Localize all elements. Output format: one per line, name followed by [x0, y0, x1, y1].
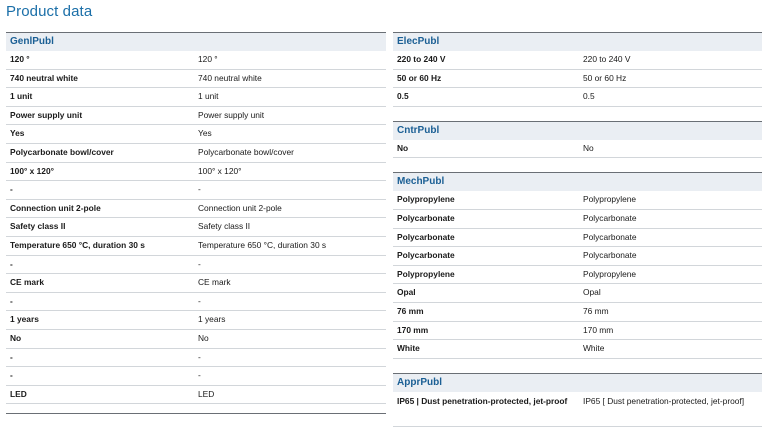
- table-row: [6, 88, 386, 107]
- spec-value: Connection unit 2-pole: [198, 202, 282, 213]
- spec-value: 740 neutral white: [198, 72, 262, 83]
- section-gap: [393, 359, 762, 373]
- spec-value: Polycarbonate: [583, 231, 637, 242]
- table-row: [393, 70, 762, 89]
- table-row: [6, 144, 386, 163]
- spec-value: Yes: [198, 128, 212, 139]
- table-row: [6, 70, 386, 89]
- section-gap: [393, 158, 762, 172]
- spec-key: Power supply unit: [10, 109, 83, 120]
- table-row: [6, 218, 386, 237]
- spec-value: 50 or 60 Hz: [583, 72, 627, 83]
- spec-value: Safety class II: [198, 221, 251, 232]
- table-row: [6, 125, 386, 144]
- table-row: [6, 274, 386, 293]
- spec-value: 220 to 240 V: [583, 54, 631, 64]
- table-row: [393, 392, 762, 427]
- table-row: [6, 256, 386, 275]
- page-title: Product data: [6, 3, 93, 20]
- spec-value: Polycarbonate: [583, 250, 637, 261]
- table-row: [393, 140, 762, 159]
- section-gap: [393, 107, 762, 121]
- spec-key: LED: [10, 388, 27, 399]
- spec-key: White: [397, 343, 420, 354]
- table-row: [6, 163, 386, 182]
- spec-key: 76 mm: [397, 305, 424, 316]
- spec-key: No: [397, 142, 409, 153]
- spec-key: Opal: [397, 287, 416, 298]
- electrical-section: [393, 32, 762, 121]
- table-row: [6, 237, 386, 256]
- approbation-section: [393, 373, 762, 427]
- table-row: [393, 88, 762, 107]
- controls-section: [393, 121, 762, 173]
- table-row: [393, 210, 762, 229]
- table-row: [6, 386, 386, 405]
- spec-value: -: [198, 370, 201, 381]
- right-column: [393, 32, 762, 427]
- spec-key: Safety class II: [10, 221, 66, 232]
- spec-value: 1 years: [198, 314, 226, 325]
- spec-key: 1 unit: [10, 91, 33, 102]
- spec-value: No: [583, 142, 594, 153]
- spec-key: 50 or 60 Hz: [397, 72, 442, 83]
- table-row: [6, 330, 386, 349]
- table-row: [6, 311, 386, 330]
- table-row: [6, 200, 386, 219]
- spec-value: IP65 [ Dust penetration-protected, jet-proof]: [583, 395, 745, 406]
- general-section: [6, 32, 386, 414]
- spec-key: -: [10, 184, 13, 195]
- table-row: [393, 322, 762, 341]
- table-row: [393, 229, 762, 248]
- spec-value: LED: [198, 388, 215, 399]
- spec-value: -: [198, 351, 201, 362]
- spec-key: No: [10, 332, 22, 343]
- table-row: [393, 51, 762, 70]
- spec-key: Connection unit 2-pole: [10, 202, 101, 213]
- section-header-general: GenlPubl: [6, 32, 386, 51]
- spec-value: 120 °: [198, 54, 218, 64]
- spec-value: -: [198, 184, 201, 195]
- table-row: [393, 340, 762, 359]
- spec-value: Polycarbonate bowl/cover: [198, 146, 294, 157]
- spec-key: Polycarbonate: [397, 231, 455, 242]
- spec-value: Polypropylene: [583, 194, 637, 205]
- table-row: [393, 266, 762, 285]
- spec-key: -: [10, 295, 13, 306]
- spec-key: 120 °: [10, 54, 30, 64]
- spec-key: -: [10, 370, 13, 381]
- spec-value: Polycarbonate: [583, 212, 637, 223]
- spec-value: 100° x 120°: [198, 165, 242, 176]
- section-header-approbation: ApprPubl: [393, 373, 762, 392]
- spec-key: 0.5: [397, 91, 409, 102]
- spec-key: 170 mm: [397, 324, 429, 335]
- section-header-mechanical: MechPubl: [393, 172, 762, 191]
- spec-key: Polycarbonate bowl/cover: [10, 146, 114, 157]
- spec-value: -: [198, 258, 201, 269]
- spec-value: Power supply unit: [198, 109, 265, 120]
- spec-key: CE mark: [10, 277, 44, 288]
- spec-key: 220 to 240 V: [397, 54, 446, 64]
- spec-value: White: [583, 343, 605, 354]
- section-header-controls: CntrPubl: [393, 121, 762, 140]
- table-row: [6, 51, 386, 70]
- spec-value: No: [198, 332, 209, 343]
- table-row: [6, 107, 386, 126]
- table-row: [6, 181, 386, 200]
- spec-key: Polycarbonate: [397, 212, 455, 223]
- spec-key: Polypropylene: [397, 194, 455, 205]
- spec-key: Polypropylene: [397, 268, 455, 279]
- table-row: [393, 303, 762, 322]
- spec-key: Polycarbonate: [397, 250, 455, 261]
- table-row: [6, 349, 386, 368]
- table-row: [6, 293, 386, 312]
- spec-value: CE mark: [198, 277, 231, 288]
- table-row: [393, 284, 762, 303]
- spec-table-general: [6, 51, 386, 414]
- spec-value: 170 mm: [583, 324, 614, 335]
- spec-value: -: [198, 295, 201, 306]
- spec-value: 76 mm: [583, 305, 609, 316]
- table-row: [6, 367, 386, 386]
- spec-key: Yes: [10, 128, 25, 139]
- spec-value: 1 unit: [198, 91, 219, 102]
- spec-value: Polypropylene: [583, 268, 637, 279]
- spec-value: Opal: [583, 287, 601, 298]
- section-divider: [6, 404, 386, 414]
- spec-key: IP65 | Dust penetration-protected, jet-proof: [397, 395, 568, 406]
- table-row: [393, 191, 762, 210]
- spec-key: -: [10, 258, 13, 269]
- spec-key: -: [10, 351, 13, 362]
- spec-key: 1 years: [10, 314, 39, 325]
- spec-key: 740 neutral white: [10, 72, 78, 83]
- spec-key: 100° x 120°: [10, 165, 54, 176]
- spec-value: Temperature 650 °C, duration 30 s: [198, 239, 327, 250]
- spec-key: Temperature 650 °C, duration 30 s: [10, 239, 145, 250]
- mechanical-section: [393, 172, 762, 372]
- table-row: [393, 247, 762, 266]
- section-header-electrical: ElecPubl: [393, 32, 762, 51]
- spec-value: 0.5: [583, 91, 595, 102]
